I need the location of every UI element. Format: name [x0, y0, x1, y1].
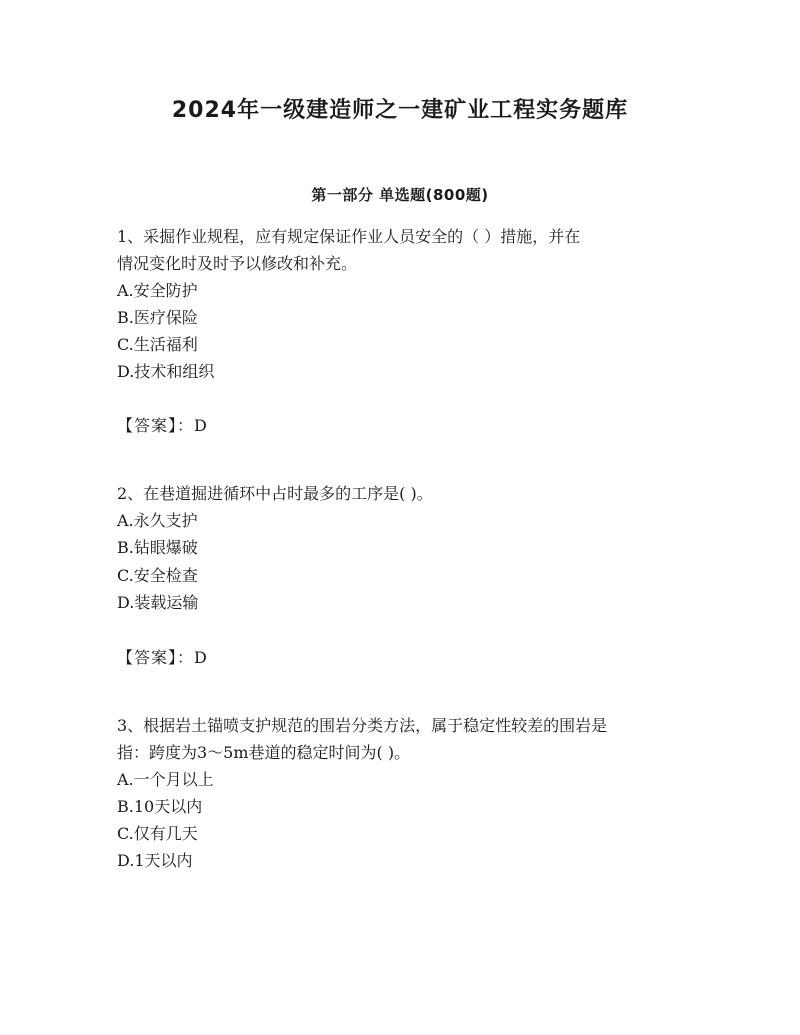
question-1-answer [117, 412, 707, 439]
question-2-option-a: A.永久支护 [117, 511, 198, 530]
question-3-option-c: C.仅有几天 [117, 824, 198, 843]
question-1-option-b: B.医疗保险 [117, 308, 198, 327]
answer-label: 【答案】： [117, 648, 195, 667]
question-1-option-c: C.生活福利 [117, 335, 198, 354]
answer-label: 【答案】： [117, 416, 195, 435]
question-2-option-b: B.钻眼爆破 [117, 538, 198, 557]
question-2-option-d: D.装载运输 [117, 593, 199, 612]
question-3-option-d: D.1天以内 [117, 851, 193, 870]
question-3-option-b: B.10天以内 [117, 797, 203, 816]
question-1-stem-line-2: 情况变化时及时予以修改和补充。 [117, 254, 358, 273]
question-1-stem-line-1: 1、采掘作业规程，应有规定保证作业人员安全的（ ）措施，并在 [117, 227, 581, 246]
question-2-stem-line-1: 2、在巷道掘进循环中占时最多的工序是( )。 [117, 484, 433, 503]
question-3-stem-line-1: 3、根据岩土锚喷支护规范的围岩分类方法，属于稳定性较差的围岩是 [117, 716, 608, 735]
section-title: 第一部分 单选题(800题) [311, 186, 489, 204]
question-2-answer [117, 644, 707, 671]
document-title: 2024年一级建造师之一建矿业工程实务题库 [171, 98, 629, 123]
question-3-stem-line-2: 指：跨度为3～5m巷道的稳定时间为( )。 [117, 743, 411, 762]
question-2-option-c: C.安全检查 [117, 566, 198, 585]
answer-value: D [194, 416, 208, 435]
question-3-option-a: A.一个月以上 [117, 770, 214, 789]
answer-value: D [194, 648, 208, 667]
question-1-option-a: A.安全防护 [117, 281, 198, 300]
question-1-option-d: D.技术和组织 [117, 362, 215, 381]
